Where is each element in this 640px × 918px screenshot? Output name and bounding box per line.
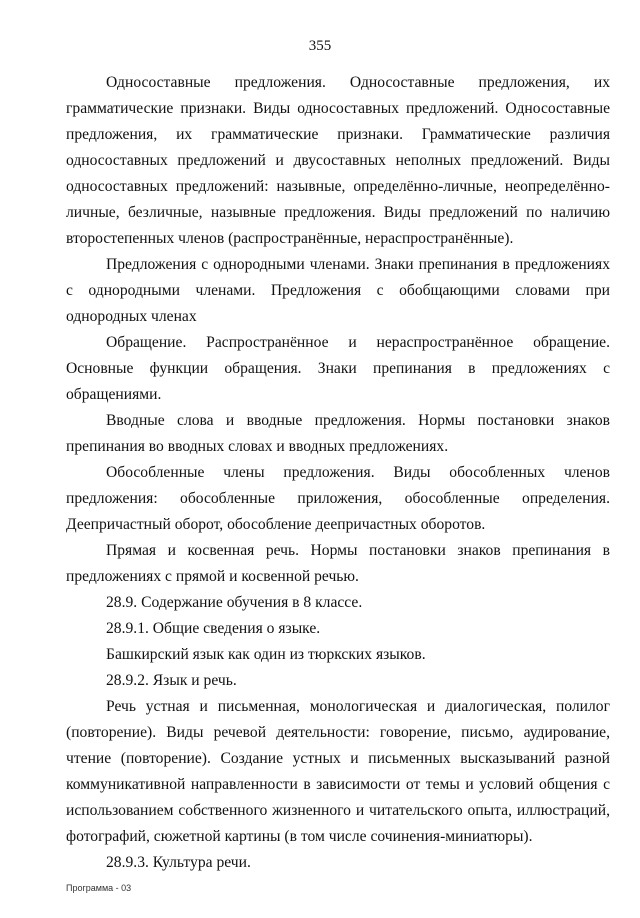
- paragraph-introductory-words: Вводные слова и вводные предложения. Нормы постановки знаков препинания во вводных словах и вводных предложениях.: [66, 412, 610, 455]
- paragraph-homogeneous-members: Предложения с однородными членами. Знаки препинания в предложениях с однородными членами. Предложения с обобщающими словами при однородных членах: [66, 256, 610, 325]
- body-text: [66, 70, 610, 876]
- section-heading-28-9: 28.9. Содержание обучения в 8 классе.: [106, 594, 363, 611]
- section-heading-28-9-3: 28.9.3. Культура речи.: [106, 854, 251, 871]
- page-number: 355: [308, 38, 332, 54]
- paragraph-bashkir-language: Башкирский язык как один из тюркских языков.: [106, 646, 426, 663]
- paragraph-speech-types: Речь устная и письменная, монологическая и диалогическая, полилог (повторение). Виды речевой деятельности: говорение, письмо, аудирование, чтение (повторение). Создание устных и письменных высказываний разной коммуникативной направленности в зависимости от темы и условий общения с использованием собственного жизненного и читательского опыта, иллюстраций, фотографий, сюжетной картины (в том числе сочинения-миниатюры).: [66, 698, 610, 845]
- paragraph-isolated-members: Обособленные члены предложения. Виды обособленных членов предложения: обособленные приложения, обособленные определения. Деепричастный оборот, обособление деепричастных оборотов.: [66, 464, 610, 533]
- paragraph-direct-speech: Прямая и косвенная речь. Нормы постановки знаков препинания в предложениях с прямой и косвенной речью.: [66, 542, 610, 585]
- footer-label: Программа - 03: [66, 883, 132, 893]
- paragraph-one-member-sentences: Односоставные предложения. Односоставные предложения, их грамматические признаки. Виды односоставных предложений. Односоставные предложения, их грамматические признаки. Грамматические различия односоставных предложений и двусоставных неполных предложений. Виды односоставных предложений: назывные, определённо-личные, неопределённо-личные, безличные, назывные предложения. Виды предложений по наличию второстепенных членов (распространённые, нераспространённые).: [66, 74, 610, 247]
- section-heading-28-9-2: 28.9.2. Язык и речь.: [106, 672, 237, 689]
- paragraph-address: Обращение. Распространённое и нераспространённое обращение. Основные функции обращения. Знаки препинания в предложениях с обращениями.: [66, 334, 610, 403]
- section-heading-28-9-1: 28.9.1. Общие сведения о языке.: [106, 620, 321, 637]
